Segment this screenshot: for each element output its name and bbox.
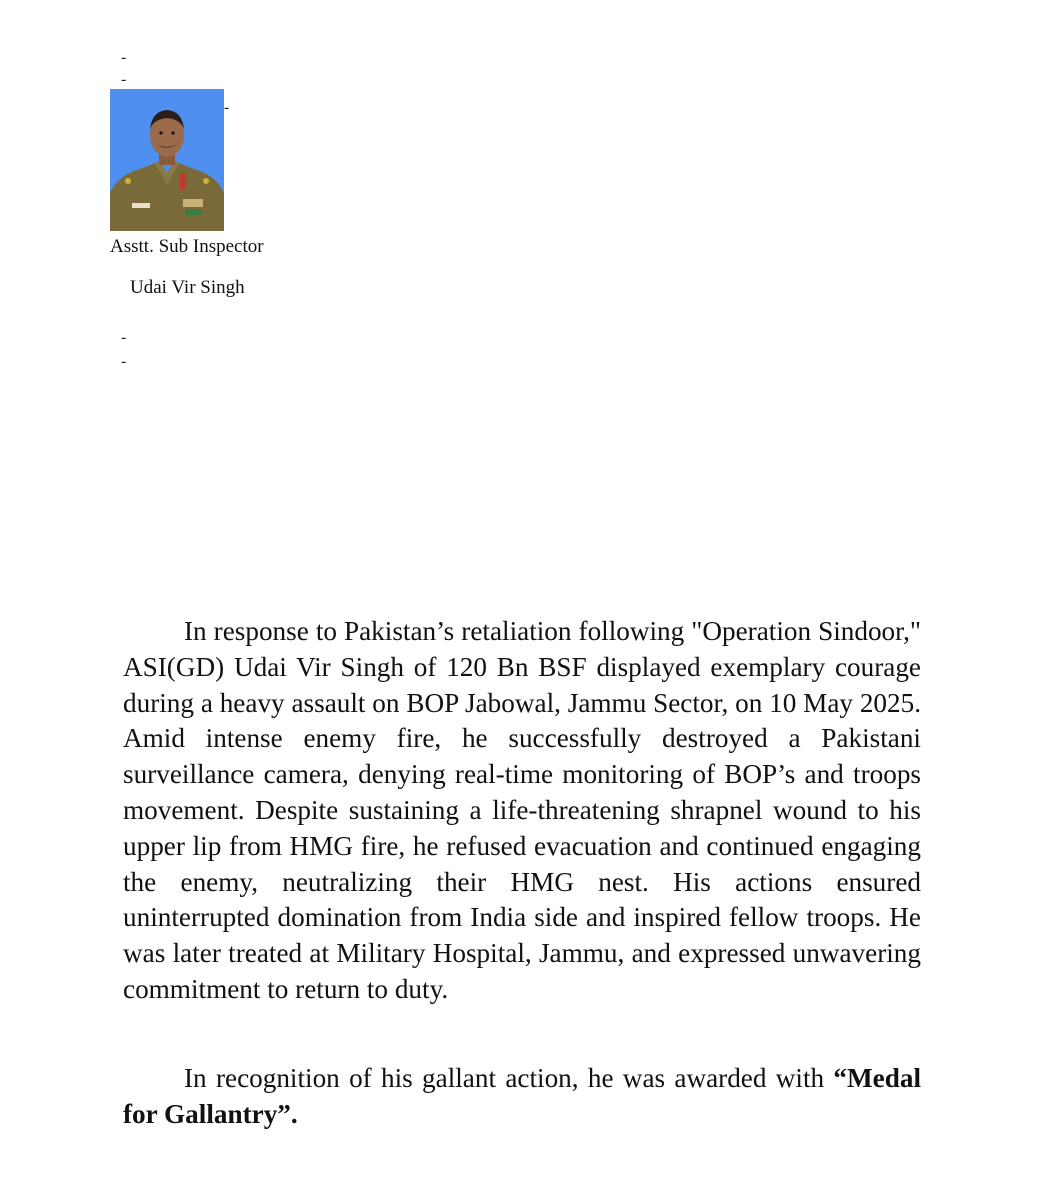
dash-marker: - [121, 353, 127, 370]
dash-marker: - [121, 71, 127, 88]
award-paragraph [123, 1061, 921, 1133]
award-lead-text: In recognition of his gallant action, he was awarded with [184, 1063, 834, 1093]
officer-photo [110, 89, 224, 231]
citation-paragraph: In response to Pakistan’s retaliation following "Operation Sindoor," ASI(GD) Udai Vir Singh of 120 Bn BSF displayed exemplary courage during a heavy assault on BOP Jabowal, Jammu Sector, on 10 May 2025. Amid intense enemy fire, he successfully destroyed a Pakistani surveillance camera, denying real-time monitoring of BOP’s and troops movement. Despite sustaining a life-threatening shrapnel wound to his upper lip from HMG fire, he refused evacuation and continued engaging the enemy, neutralizing their HMG nest. His actions ensured uninterrupted domination from India side and inspired fellow troops. He was later treated at Military Hospital, Jammu, and expressed unwavering commitment to return to duty. [123, 616, 921, 1004]
officer-rank: Asstt. Sub Inspector [110, 236, 264, 257]
officer-portrait-icon [110, 89, 224, 231]
officer-name: Udai Vir Singh [130, 277, 245, 298]
award-name: “Medal for Gallantry”. [123, 1063, 921, 1129]
dash-marker: - [121, 49, 127, 66]
dash-marker: - [224, 99, 230, 116]
dash-marker: - [121, 329, 127, 346]
